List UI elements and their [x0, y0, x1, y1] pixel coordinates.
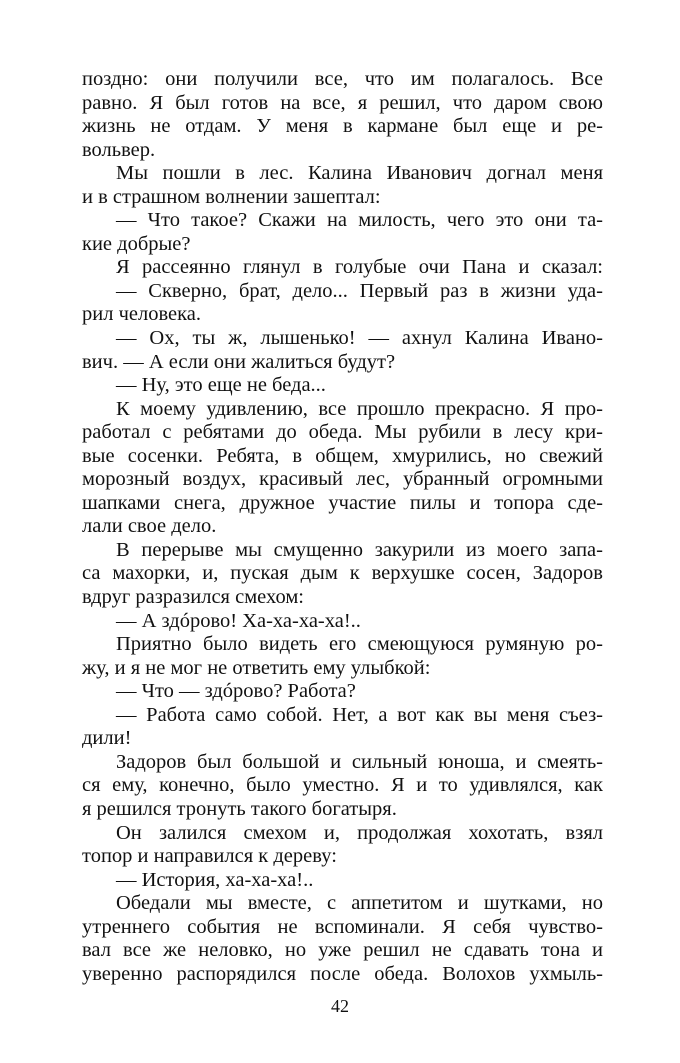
- text-line: утреннего события не вспоминали. Я себя чувство-: [82, 915, 603, 938]
- text-line: шапками снега, дружное участие пилы и топора сде-: [82, 491, 603, 514]
- text-line: работал с ребятами до обеда. Мы рубили в лесу кри-: [82, 421, 603, 444]
- text-line: поздно: они получили все, что им полагалось. Все: [82, 68, 603, 90]
- text-line: Приятно было видеть его смеющуюся румяную ро-: [116, 633, 603, 656]
- text-line: кие добрые?: [82, 232, 191, 255]
- text-line: Он залился смехом и, продолжая хохотать, взял: [116, 821, 603, 844]
- text-line: — Что — здóрово? Работа?: [116, 680, 356, 703]
- text-line: — Ну, это еще не беда...: [116, 374, 326, 397]
- text-line: и в страшном волнении зашептал:: [82, 185, 381, 208]
- text-line: лали свое дело.: [82, 515, 217, 538]
- text-line: вич. — А если они жалиться будут?: [82, 350, 396, 373]
- text-line: Обедали мы вместе, с аппетитом и шутками, но: [116, 892, 603, 915]
- text-line: — А здóрово! Ха-ха-ха-ха!..: [116, 609, 361, 632]
- text-line: Я рассеянно глянул в голубые очи Пана и сказал:: [116, 256, 603, 279]
- body-text: [82, 68, 603, 986]
- text-line: равно. Я был готов на все, я решил, что даром свою: [82, 91, 603, 114]
- text-line: рил человека.: [82, 303, 201, 326]
- text-line: Задоров был большой и сильный юноша, и смеять-: [116, 750, 603, 773]
- text-line: топор и направился к дереву:: [82, 845, 337, 868]
- text-line: — История, ха-ха-ха!..: [116, 868, 314, 891]
- text-line: жизнь не отдам. У меня в кармане был еще и ре-: [82, 115, 603, 138]
- text-line: ся ему, конечно, было уместно. Я и то удивлялся, как: [82, 774, 603, 797]
- text-line: уверенно распорядился после обеда. Волохов ухмыль-: [82, 962, 603, 985]
- text-line: К моему удивлению, все прошло прекрасно. Я про-: [116, 397, 603, 420]
- text-line: морозный воздух, красивый лес, убранный огромными: [82, 468, 603, 491]
- text-line: са махорки, и, пуская дым к верхушке сосен, Задоров: [82, 562, 603, 585]
- text-line: — Что такое? Скажи на милость, чего это они та-: [116, 209, 603, 232]
- text-line: я решился тронуть такого богатыря.: [82, 797, 397, 820]
- text-line: — Работа само собой. Нет, а вот как вы меня съез-: [116, 703, 603, 726]
- text-line: вал все же неловко, но уже решил не сдавать тона и: [82, 939, 603, 962]
- text-line: — Скверно, брат, дело... Первый раз в жизни уда-: [116, 279, 603, 302]
- text-line: жу, и я не мог не ответить ему улыбкой:: [82, 656, 431, 679]
- text-line: вые сосенки. Ребята, в общем, хмурились, но свежий: [82, 444, 603, 467]
- text-line: В перерыве мы смущенно закурили из моего запа-: [116, 538, 603, 561]
- text-line: вольвер.: [82, 138, 156, 161]
- page-number: 42: [331, 996, 349, 1016]
- text-line: Мы пошли в лес. Калина Иванович догнал меня: [116, 162, 603, 185]
- text-line: вдруг разразился смехом:: [82, 586, 305, 609]
- text-line: — Ох, ты ж, лышенько! — ахнул Калина Ивано-: [116, 327, 603, 350]
- text-line: дили!: [82, 727, 132, 750]
